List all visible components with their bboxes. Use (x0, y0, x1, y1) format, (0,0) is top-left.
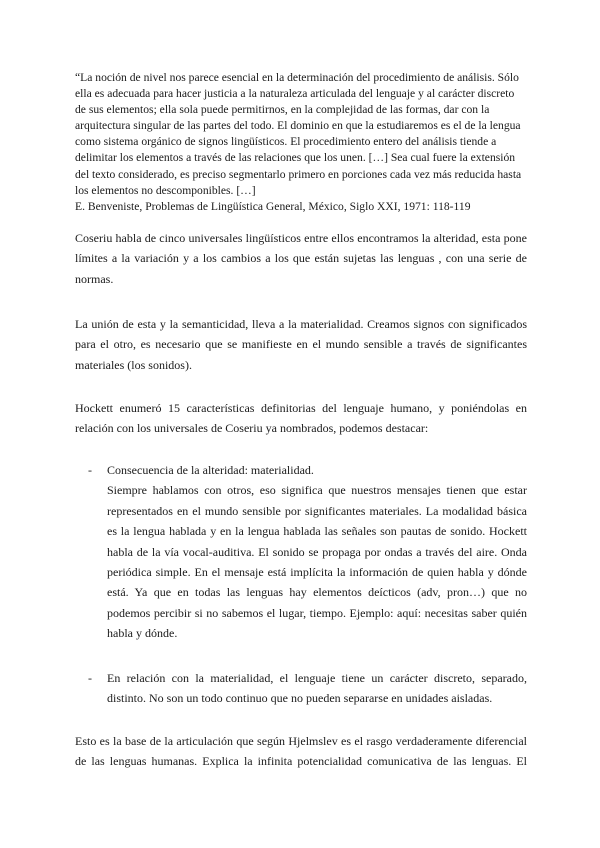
bullet-body: En relación con la materialidad, el lenguaje tiene un carácter discreto, separado, distinto. No son un todo continuo que no pueden separarse en unidades aisladas. (107, 671, 527, 706)
quote-text: “La noción de nivel nos parece esencial en la determinación del procedimiento de análisis. Sólo ella es adecuada para hacer justicia a la naturaleza articulada del lenguaje y al carácter discreto de sus elementos; ella sola puede permitirnos, en la complejidad de las formas, dar con la arquitectura singular de las partes del todo. El dominio en que la estudiaremos es el de la lengua como sistema orgánico de signos lingüísticos. El procedimiento entero del análisis tiende a delimitar los elementos a través de las relaciones que los unen. […] Sea cual fuere la extensión del texto considerado, es preciso segmentarlo primero en porciones cada vez más reducida hasta los elementos no descomponibles. […] (75, 71, 522, 197)
quote-citation: E. Benveniste, Problemas de Lingüística General, México, Siglo XXI, 1971: 118-119 (75, 199, 471, 213)
paragraph-coseriu: Coseriu habla de cinco universales lingüísticos entre ellos encontramos la alteridad, esta pone límites a la variación y a los cambios a los que están sujetas las lenguas , con una serie de normas. (75, 231, 527, 286)
bullet-item-discreto (88, 668, 527, 709)
bullet-title: Consecuencia de la alteridad: materialidad. (107, 463, 314, 477)
bullet-body: Siempre hablamos con otros, eso significa que nuestros mensajes tienen que estar representados en el mundo sensible por significantes materiales. La modalidad básica es la lengua hablada y en la lengua hablada las señales son pautas de sonido. Hockett habla de la vía vocal-auditiva. El sonido se propaga por ondas a través del aire. Onda periódica simple. En el mensaje está implícita la información de quien habla y dónde está. Ya que en todas las lenguas hay elementos deícticos (adv, pron…) que no podemos percibir si no sabemos el lugar, tiempo. Ejemplo: aquí: necesitas saber quién habla y dónde. (107, 483, 527, 641)
paragraph-materialidad: La unión de esta y la semanticidad, lleva a la materialidad. Creamos signos con significados para el otro, es necesario que se manifieste en el mundo sensible a través de significantes materiales (los sonidos). (75, 317, 527, 372)
bullet-dash: - (88, 463, 92, 477)
benveniste-quote (75, 70, 525, 215)
bullet-dash: - (88, 671, 92, 685)
paragraph-hjelmslev: Esto es la base de la articulación que según Hjelmslev es el rasgo verdaderamente diferencial de las lenguas humanas. Explica la infinita potencialidad comunicativa de las lenguas. El (75, 734, 527, 769)
paragraph-hockett: Hockett enumeró 15 características definitorias del lenguaje humano, y poniéndolas en relación con los universales de Coseriu ya nombrados, podemos destacar: (75, 401, 527, 436)
bullet-item-alteridad (88, 460, 527, 644)
